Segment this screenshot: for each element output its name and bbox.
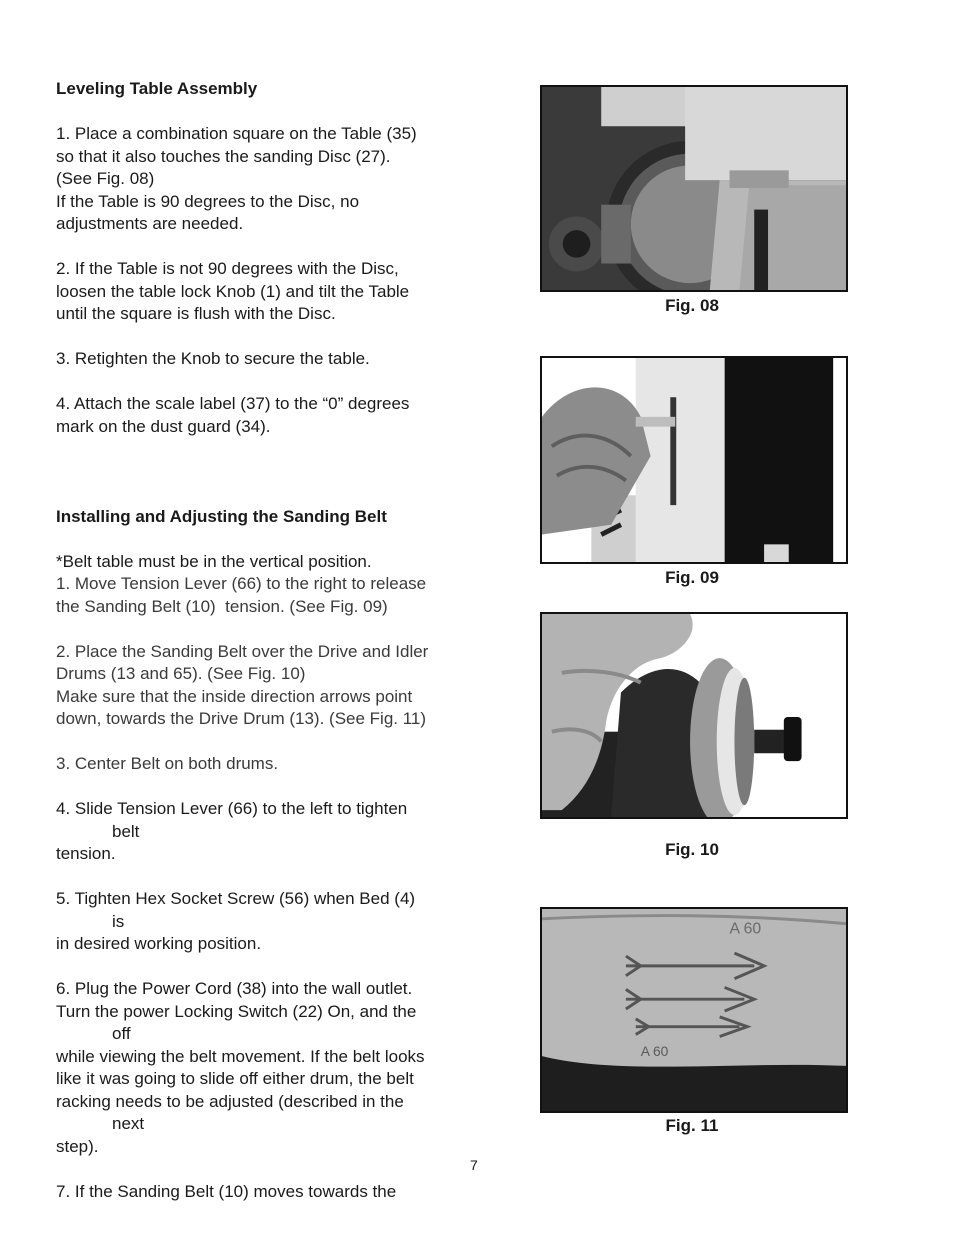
paragraph-line: 2. Place the Sanding Belt over the Drive and Idler [56,641,429,661]
figure-09-photo [540,356,848,564]
paragraph-line: tension. [56,844,116,863]
paragraph-line: down, towards the Drive Drum (13). (See Fig. 11) [56,709,427,728]
text-column [56,78,476,1203]
paragraph-line: until the square is flush with the Disc. [56,304,336,323]
paragraph-line: *Belt table must be in the vertical position. [56,551,372,571]
paragraph-line: If the Table is 90 degrees to the Disc, no [56,191,360,211]
paragraph-line: so that it also touches the sanding Disc (27). [56,146,391,166]
tension-lever-image [542,358,846,562]
figure-11-caption: Fig. 11 [665,1116,719,1135]
paragraph-line: mark on the dust guard (34). [56,416,271,436]
paragraph-line: next [112,1114,145,1133]
paragraph-line: 5. Tighten Hex Socket Screw (56) when Bed (4) [56,889,416,908]
figure-10-caption: Fig. 10 [665,840,719,859]
paragraph-line: 3. Retighten the Knob to secure the table. [56,349,370,368]
paragraph-line: 7. If the Sanding Belt (10) moves towards the [56,1181,397,1201]
paragraph-line: loosen the table lock Knob (1) and tilt the Table [56,281,410,301]
figure-11-photo [540,907,848,1113]
paragraph-line: Turn the power Locking Switch (22) On, and the [56,1001,417,1021]
paragraph-line: 4. Attach the scale label (37) to the “0” degrees [56,394,410,413]
paragraph-line: off [112,1024,131,1043]
belt-grit-print: A 60 [729,920,762,938]
paragraph-line: adjustments are needed. [56,214,244,233]
paragraph-line: (See Fig. 08) [56,169,155,188]
paragraph-line: Drums (13 and 65). (See Fig. 10) [56,664,306,683]
section-heading-belt: Installing and Adjusting the Sanding Belt [56,506,387,526]
paragraph-line: 1. Move Tension Lever (66) to the right to release [56,574,427,593]
belt-grit-print: A 60 [640,1044,669,1060]
paragraph-line: in desired working position. [56,934,262,953]
paragraph-line: Make sure that the inside direction arrows point [56,686,413,706]
paragraph-line: 3. Center Belt on both drums. [56,754,279,773]
paragraph-line: belt [112,821,140,841]
figure-08-photo [540,85,848,292]
section-heading-leveling: Leveling Table Assembly [56,79,258,98]
paragraph-line: is [112,911,125,931]
figure-08-caption: Fig. 08 [665,296,719,315]
disc-sander-table-image [542,87,846,290]
paragraph-line: 6. Plug the Power Cord (38) into the wall outlet. [56,979,413,998]
paragraph-line: like it was going to slide off either drum, the belt [56,1069,414,1088]
paragraph-line: step). [56,1136,99,1156]
paragraph-line: 1. Place a combination square on the Table (35) [56,124,417,143]
paragraph-line: 4. Slide Tension Lever (66) to the left to tighten [56,799,408,818]
belt-drum-image [542,614,846,817]
paragraph-line: while viewing the belt movement. If the belt looks [56,1046,425,1066]
paragraph-line: the Sanding Belt (10) tension. (See Fig. 09) [56,596,388,616]
figure-10-photo [540,612,848,819]
figure-09-caption: Fig. 09 [665,568,719,587]
page-number: 7 [470,1157,478,1173]
belt-arrows-image [542,909,846,1111]
paragraph-line: racking needs to be adjusted (described in the [56,1091,404,1111]
paragraph-line: 2. If the Table is not 90 degrees with the Disc, [56,259,399,278]
